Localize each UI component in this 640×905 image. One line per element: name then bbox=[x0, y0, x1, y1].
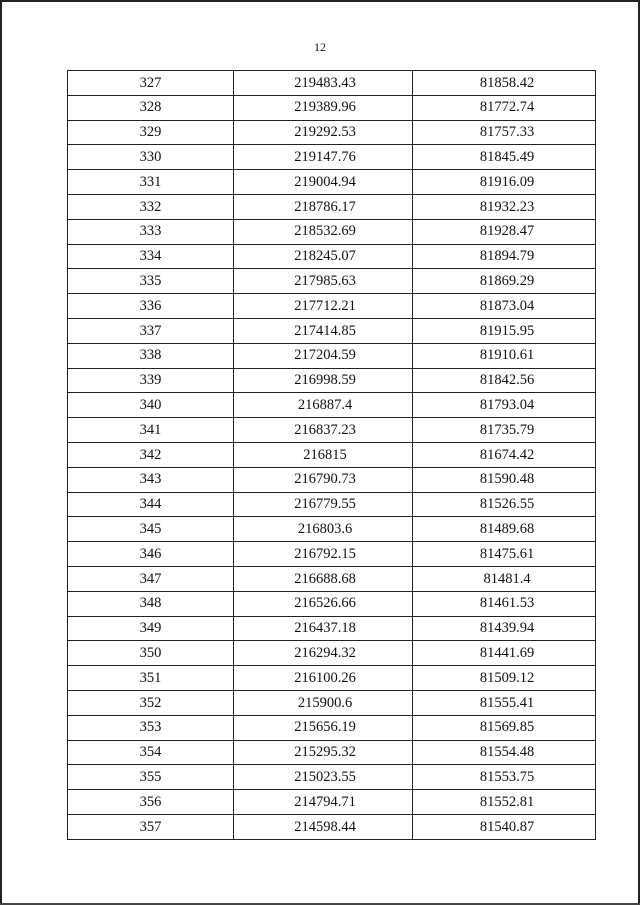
y-coordinate-cell bbox=[413, 170, 596, 195]
cell-text: 333 bbox=[139, 223, 162, 240]
cell-text: 357 bbox=[139, 818, 162, 835]
point-number-cell bbox=[68, 641, 234, 666]
y-coordinate-cell bbox=[413, 467, 596, 492]
cell-text: 329 bbox=[139, 124, 162, 141]
cell-text: 216815 bbox=[303, 446, 347, 463]
x-coordinate-cell bbox=[234, 517, 413, 542]
cell-text: 81928.47 bbox=[479, 223, 535, 240]
x-coordinate-cell bbox=[234, 194, 413, 219]
x-coordinate-cell bbox=[234, 294, 413, 319]
table-row bbox=[68, 170, 596, 195]
y-coordinate-cell bbox=[413, 790, 596, 815]
cell-text: 337 bbox=[139, 322, 162, 339]
cell-text: 219147.76 bbox=[294, 149, 356, 166]
cell-text: 216437.18 bbox=[294, 620, 356, 637]
cell-text: 81772.74 bbox=[479, 99, 535, 116]
table-row bbox=[68, 368, 596, 393]
table-row bbox=[68, 517, 596, 542]
cell-text: 219292.53 bbox=[294, 124, 356, 141]
table-row bbox=[68, 418, 596, 443]
y-coordinate-cell bbox=[413, 194, 596, 219]
cell-text: 81555.41 bbox=[479, 694, 535, 711]
cell-text: 215900.6 bbox=[297, 694, 353, 711]
x-coordinate-cell bbox=[234, 790, 413, 815]
cell-text: 217414.85 bbox=[294, 322, 356, 339]
y-coordinate-cell bbox=[413, 294, 596, 319]
x-coordinate-cell bbox=[234, 71, 413, 96]
cell-text: 344 bbox=[139, 496, 162, 513]
cell-text: 217985.63 bbox=[294, 273, 356, 290]
x-coordinate-cell bbox=[234, 616, 413, 641]
table-row bbox=[68, 790, 596, 815]
cell-text: 81439.94 bbox=[479, 620, 535, 637]
cell-text: 330 bbox=[139, 149, 162, 166]
cell-text: 331 bbox=[139, 173, 162, 190]
y-coordinate-cell bbox=[413, 418, 596, 443]
table-row bbox=[68, 765, 596, 790]
point-number-cell bbox=[68, 616, 234, 641]
cell-text: 81441.69 bbox=[479, 644, 535, 661]
cell-text: 327 bbox=[139, 74, 162, 91]
table-row bbox=[68, 616, 596, 641]
y-coordinate-cell bbox=[413, 740, 596, 765]
x-coordinate-cell bbox=[234, 591, 413, 616]
cell-text: 340 bbox=[139, 397, 162, 413]
point-number-cell bbox=[68, 765, 234, 790]
x-coordinate-cell bbox=[234, 244, 413, 269]
point-number-cell bbox=[68, 542, 234, 567]
cell-text: 81461.53 bbox=[479, 595, 535, 612]
cell-text: 355 bbox=[139, 768, 162, 785]
x-coordinate-cell bbox=[234, 467, 413, 492]
cell-text: 215656.19 bbox=[294, 719, 356, 736]
y-coordinate-cell bbox=[413, 666, 596, 691]
cell-text: 215295.32 bbox=[294, 744, 356, 761]
x-coordinate-cell bbox=[234, 641, 413, 666]
y-coordinate-cell bbox=[413, 566, 596, 591]
cell-text: 214598.44 bbox=[294, 818, 356, 835]
cell-text: 81475.61 bbox=[479, 545, 535, 562]
table-row bbox=[68, 492, 596, 517]
x-coordinate-cell bbox=[234, 542, 413, 567]
cell-text: 81481.4 bbox=[483, 570, 531, 587]
cell-text: 343 bbox=[139, 471, 162, 488]
y-coordinate-cell bbox=[413, 244, 596, 269]
table-row bbox=[68, 542, 596, 567]
table-row bbox=[68, 442, 596, 467]
table-row bbox=[68, 343, 596, 368]
x-coordinate-cell bbox=[234, 566, 413, 591]
point-number-cell bbox=[68, 517, 234, 542]
cell-text: 81894.79 bbox=[479, 248, 535, 265]
y-coordinate-cell bbox=[413, 120, 596, 145]
coordinate-table-container bbox=[67, 70, 594, 840]
cell-text: 328 bbox=[139, 99, 162, 116]
table-row bbox=[68, 814, 596, 839]
cell-text: 81915.95 bbox=[479, 322, 535, 339]
cell-text: 218532.69 bbox=[294, 223, 356, 240]
point-number-cell bbox=[68, 790, 234, 815]
scan-edge-left bbox=[0, 0, 2, 905]
cell-text: 216294.32 bbox=[294, 644, 356, 661]
y-coordinate-cell bbox=[413, 690, 596, 715]
point-number-cell bbox=[68, 244, 234, 269]
y-coordinate-cell bbox=[413, 343, 596, 368]
cell-text: 345 bbox=[139, 520, 162, 537]
x-coordinate-cell bbox=[234, 343, 413, 368]
x-coordinate-cell bbox=[234, 814, 413, 839]
x-coordinate-cell bbox=[234, 740, 413, 765]
cell-text: 348 bbox=[139, 595, 162, 612]
point-number-cell bbox=[68, 740, 234, 765]
x-coordinate-cell bbox=[234, 368, 413, 393]
table-row bbox=[68, 641, 596, 666]
cell-text: 356 bbox=[139, 793, 162, 810]
cell-text: 81793.04 bbox=[479, 397, 535, 413]
y-coordinate-cell bbox=[413, 715, 596, 740]
cell-text: 81554.48 bbox=[479, 744, 535, 761]
table-row bbox=[68, 294, 596, 319]
cell-text: 81932.23 bbox=[479, 198, 535, 215]
cell-text: 81553.75 bbox=[479, 768, 535, 785]
y-coordinate-cell bbox=[413, 95, 596, 120]
x-coordinate-cell bbox=[234, 318, 413, 343]
y-coordinate-cell bbox=[413, 71, 596, 96]
cell-text: 219004.94 bbox=[294, 173, 356, 190]
cell-text: 219389.96 bbox=[294, 99, 356, 116]
table-row bbox=[68, 120, 596, 145]
y-coordinate-cell bbox=[413, 765, 596, 790]
scan-edge-top bbox=[0, 0, 640, 2]
cell-text: 81590.48 bbox=[479, 471, 535, 488]
cell-text: 81569.85 bbox=[479, 719, 535, 736]
point-number-cell bbox=[68, 393, 234, 418]
point-number-cell bbox=[68, 194, 234, 219]
cell-text: 214794.71 bbox=[294, 793, 356, 810]
y-coordinate-cell bbox=[413, 219, 596, 244]
point-number-cell bbox=[68, 442, 234, 467]
cell-text: 216790.73 bbox=[294, 471, 356, 488]
cell-text: 334 bbox=[139, 248, 162, 265]
y-coordinate-cell bbox=[413, 492, 596, 517]
x-coordinate-cell bbox=[234, 95, 413, 120]
point-number-cell bbox=[68, 368, 234, 393]
cell-text: 81509.12 bbox=[479, 669, 535, 686]
point-number-cell bbox=[68, 269, 234, 294]
point-number-cell bbox=[68, 814, 234, 839]
y-coordinate-cell bbox=[413, 542, 596, 567]
y-coordinate-cell bbox=[413, 442, 596, 467]
table-row bbox=[68, 566, 596, 591]
point-number-cell bbox=[68, 71, 234, 96]
cell-text: 336 bbox=[139, 297, 162, 314]
cell-text: 81489.68 bbox=[479, 520, 535, 537]
point-number-cell bbox=[68, 343, 234, 368]
x-coordinate-cell bbox=[234, 418, 413, 443]
x-coordinate-cell bbox=[234, 393, 413, 418]
cell-text: 219483.43 bbox=[294, 74, 356, 91]
table-row bbox=[68, 244, 596, 269]
point-number-cell bbox=[68, 418, 234, 443]
cell-text: 215023.55 bbox=[294, 768, 356, 785]
cell-text: 218786.17 bbox=[294, 198, 356, 215]
x-coordinate-cell bbox=[234, 666, 413, 691]
y-coordinate-cell bbox=[413, 591, 596, 616]
x-coordinate-cell bbox=[234, 765, 413, 790]
point-number-cell bbox=[68, 715, 234, 740]
point-number-cell bbox=[68, 591, 234, 616]
point-number-cell bbox=[68, 492, 234, 517]
cell-text: 81540.87 bbox=[479, 818, 535, 835]
x-coordinate-cell bbox=[234, 442, 413, 467]
cell-text: 335 bbox=[139, 273, 162, 290]
table-row bbox=[68, 715, 596, 740]
cell-text: 217204.59 bbox=[294, 347, 356, 364]
point-number-cell bbox=[68, 566, 234, 591]
cell-text: 81916.09 bbox=[479, 173, 535, 190]
table-row bbox=[68, 219, 596, 244]
point-number-cell bbox=[68, 170, 234, 195]
point-number-cell bbox=[68, 318, 234, 343]
point-number-cell bbox=[68, 95, 234, 120]
y-coordinate-cell bbox=[413, 814, 596, 839]
table-row bbox=[68, 95, 596, 120]
cell-text: 218245.07 bbox=[294, 248, 356, 265]
y-coordinate-cell bbox=[413, 368, 596, 393]
cell-text: 332 bbox=[139, 198, 162, 215]
x-coordinate-cell bbox=[234, 170, 413, 195]
cell-text: 349 bbox=[139, 620, 162, 637]
table-row bbox=[68, 71, 596, 96]
page-number: 12 bbox=[314, 40, 326, 54]
cell-text: 81910.61 bbox=[479, 347, 535, 364]
table-row bbox=[68, 740, 596, 765]
x-coordinate-cell bbox=[234, 145, 413, 170]
cell-text: 341 bbox=[139, 421, 162, 438]
table-row bbox=[68, 145, 596, 170]
point-number-cell bbox=[68, 294, 234, 319]
cell-text: 216803.6 bbox=[297, 520, 353, 537]
cell-text: 354 bbox=[139, 744, 162, 761]
cell-text: 216100.26 bbox=[294, 669, 356, 686]
cell-text: 350 bbox=[139, 644, 162, 661]
x-coordinate-cell bbox=[234, 690, 413, 715]
cell-text: 81873.04 bbox=[479, 297, 535, 314]
cell-text: 346 bbox=[139, 545, 162, 562]
cell-text: 81845.49 bbox=[479, 149, 535, 166]
cell-text: 81869.29 bbox=[479, 273, 535, 290]
point-number-cell bbox=[68, 467, 234, 492]
table-row bbox=[68, 591, 596, 616]
cell-text: 81735.79 bbox=[479, 421, 535, 438]
table-row bbox=[68, 194, 596, 219]
x-coordinate-cell bbox=[234, 269, 413, 294]
table-row bbox=[68, 690, 596, 715]
cell-text: 339 bbox=[139, 372, 162, 389]
coordinate-table-body bbox=[68, 71, 596, 840]
cell-text: 338 bbox=[139, 347, 162, 364]
x-coordinate-cell bbox=[234, 492, 413, 517]
cell-text: 352 bbox=[139, 694, 162, 711]
cell-text: 347 bbox=[139, 570, 162, 587]
cell-text: 81552.81 bbox=[479, 793, 535, 810]
x-coordinate-cell bbox=[234, 715, 413, 740]
cell-text: 216526.66 bbox=[294, 595, 356, 612]
y-coordinate-cell bbox=[413, 616, 596, 641]
table-row bbox=[68, 269, 596, 294]
point-number-cell bbox=[68, 666, 234, 691]
y-coordinate-cell bbox=[413, 517, 596, 542]
point-number-cell bbox=[68, 145, 234, 170]
cell-text: 216688.68 bbox=[294, 570, 356, 587]
table-row bbox=[68, 467, 596, 492]
cell-text: 216887.4 bbox=[297, 397, 353, 413]
cell-text: 81858.42 bbox=[479, 74, 535, 91]
cell-text: 216998.59 bbox=[294, 372, 356, 389]
y-coordinate-cell bbox=[413, 393, 596, 418]
table-row bbox=[68, 318, 596, 343]
cell-text: 81674.42 bbox=[479, 446, 535, 463]
table-row bbox=[68, 666, 596, 691]
y-coordinate-cell bbox=[413, 269, 596, 294]
table-row bbox=[68, 393, 596, 418]
coordinate-table bbox=[67, 70, 596, 840]
y-coordinate-cell bbox=[413, 318, 596, 343]
cell-text: 351 bbox=[139, 669, 162, 686]
cell-text: 342 bbox=[139, 446, 162, 463]
y-coordinate-cell bbox=[413, 641, 596, 666]
point-number-cell bbox=[68, 120, 234, 145]
cell-text: 217712.21 bbox=[294, 297, 356, 314]
y-coordinate-cell bbox=[413, 145, 596, 170]
point-number-cell bbox=[68, 690, 234, 715]
cell-text: 353 bbox=[139, 719, 162, 736]
x-coordinate-cell bbox=[234, 120, 413, 145]
x-coordinate-cell bbox=[234, 219, 413, 244]
cell-text: 81526.55 bbox=[479, 496, 535, 513]
cell-text: 216779.55 bbox=[294, 496, 356, 513]
cell-text: 81757.33 bbox=[479, 124, 535, 141]
cell-text: 81842.56 bbox=[479, 372, 535, 389]
point-number-cell bbox=[68, 219, 234, 244]
cell-text: 216792.15 bbox=[294, 545, 356, 562]
cell-text: 216837.23 bbox=[294, 421, 356, 438]
